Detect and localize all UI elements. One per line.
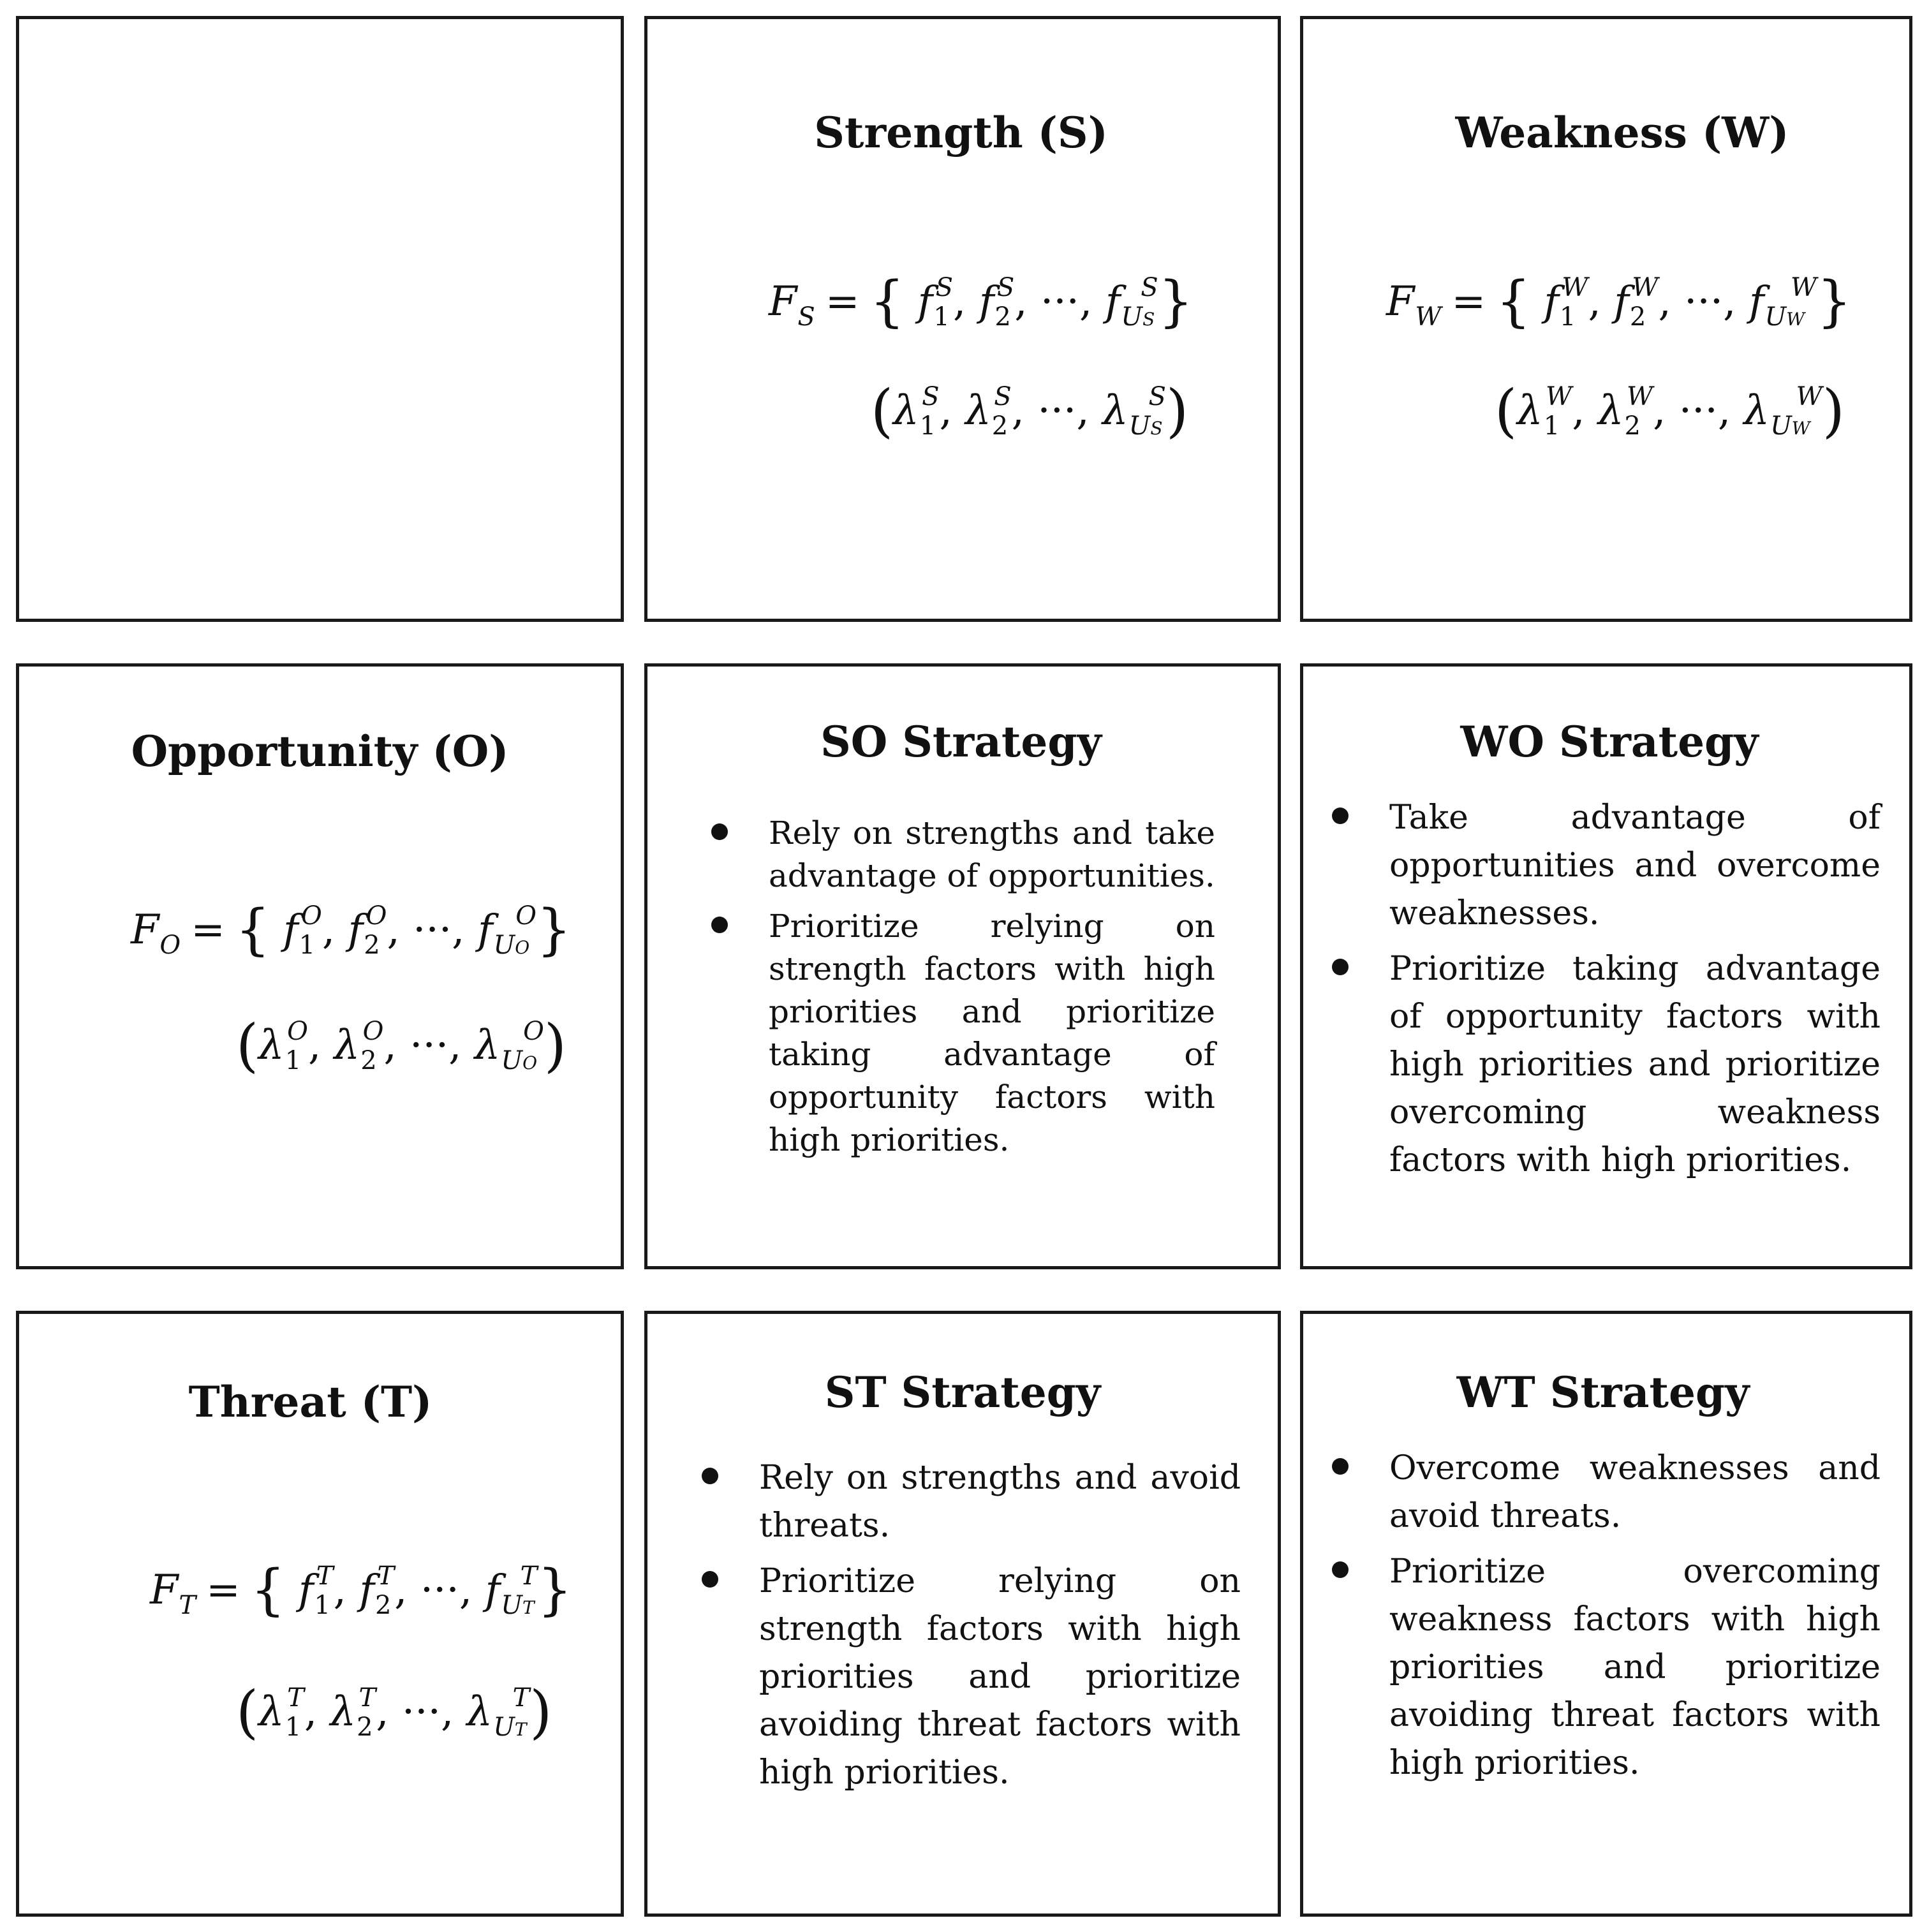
opportunity-title: Opportunity (O) bbox=[131, 726, 509, 776]
weakness-factor-set-formula: $F_W$ = { $f_1^W$, $f_2^W$, ···, $f_{UW}^W$} bbox=[1386, 270, 1852, 334]
strength-priority-vector-formula: ($\lambda_1^S$, $\lambda_2^S$, ···, $\lambda_{US}^S$) bbox=[871, 378, 1189, 445]
strength-factor-set-formula: $F_S$ = { $f_1^S$, $f_2^S$, ···, $f_{US}^S$} bbox=[769, 270, 1194, 334]
bullet-dot-icon bbox=[711, 917, 728, 933]
so-strategy-bullet-list bbox=[705, 812, 1215, 1169]
wt-strategy-bullet: Prioritize overcoming weakness factors with high priorities and prioritize avoiding threat factors with high priorities. bbox=[1326, 1548, 1881, 1787]
bullet-dot-icon bbox=[702, 1468, 718, 1484]
bullet-dot-icon bbox=[1332, 959, 1349, 975]
bullet-dot-icon bbox=[1332, 1458, 1349, 1475]
opportunity-factor-set-formula: $F_O$ = { $f_1^O$, $f_2^O$, ···, $f_{UO}^O$} bbox=[131, 898, 572, 962]
strength-title: Strength (S) bbox=[814, 108, 1108, 158]
so-strategy-cell bbox=[644, 663, 1281, 1269]
wt-strategy-bullet: Overcome weaknesses and avoid threats. bbox=[1326, 1445, 1881, 1540]
bullet-dot-icon bbox=[1332, 1561, 1349, 1578]
wo-strategy-bullet: Take advantage of opportunities and overcome weaknesses. bbox=[1326, 794, 1881, 938]
weakness-cell bbox=[1300, 16, 1912, 622]
so-strategy-bullet: Rely on strengths and take advantage of opportunities. bbox=[705, 812, 1215, 897]
wo-strategy-bullet: Prioritize taking advantage of opportunity factors with high priorities and prioritize overcoming weakness factors with high priorities. bbox=[1326, 945, 1881, 1184]
threat-priority-vector-formula: ($\lambda_1^T$, $\lambda_2^T$, ···, $\lambda_{UT}^T$) bbox=[236, 1679, 552, 1746]
st-strategy-bullet-list bbox=[695, 1454, 1241, 1804]
bullet-dot-icon bbox=[702, 1571, 718, 1588]
threat-title: Threat (T) bbox=[188, 1377, 432, 1427]
wo-strategy-title: WO Strategy bbox=[1460, 717, 1759, 767]
corner-cell bbox=[16, 16, 624, 622]
bullet-dot-icon bbox=[1332, 807, 1349, 824]
bullet-dot-icon bbox=[711, 823, 728, 840]
threat-cell bbox=[16, 1311, 624, 1917]
opportunity-cell bbox=[16, 663, 624, 1269]
wt-strategy-title: WT Strategy bbox=[1456, 1368, 1750, 1417]
so-strategy-bullet: Prioritize relying on strength factors with high priorities and prioritize taking advantage of opportunity factors with high priorities. bbox=[705, 905, 1215, 1161]
opportunity-priority-vector-formula: ($\lambda_1^O$, $\lambda_2^O$, ···, $\lambda_{UO}^O$) bbox=[236, 1012, 567, 1079]
so-strategy-title: SO Strategy bbox=[820, 717, 1102, 767]
st-strategy-bullet: Rely on strengths and avoid threats. bbox=[695, 1454, 1241, 1550]
st-strategy-cell bbox=[644, 1311, 1281, 1917]
st-strategy-bullet: Prioritize relying on strength factors with high priorities and prioritize avoiding threat factors with high priorities. bbox=[695, 1558, 1241, 1797]
wt-strategy-bullet-list bbox=[1326, 1445, 1881, 1795]
weakness-priority-vector-formula: ($\lambda_1^W$, $\lambda_2^W$, ···, $\lambda_{UW}^W$) bbox=[1495, 378, 1845, 445]
wo-strategy-bullet-list bbox=[1326, 794, 1881, 1192]
wo-strategy-cell bbox=[1300, 663, 1912, 1269]
weakness-title: Weakness (W) bbox=[1455, 108, 1789, 158]
strength-cell bbox=[644, 16, 1281, 622]
threat-factor-set-formula: $F_T$ = { $f_1^T$, $f_2^T$, ···, $f_{UT}^T$} bbox=[150, 1558, 573, 1622]
wt-strategy-cell bbox=[1300, 1311, 1912, 1917]
st-strategy-title: ST Strategy bbox=[824, 1368, 1101, 1417]
